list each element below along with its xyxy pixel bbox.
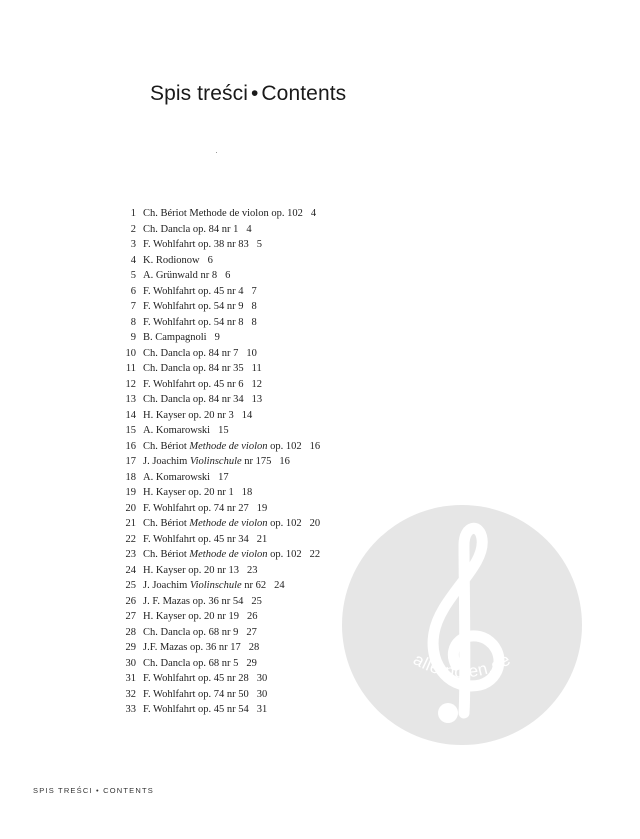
toc-entry-page: 14 [241, 409, 253, 421]
toc-entry-title: J. Joachim [143, 580, 190, 591]
toc-entry [118, 377, 320, 393]
toc-entry-number: 18 [125, 471, 136, 483]
toc-entry-title: Ch. Bériot Methode de violon op. 102 [143, 208, 303, 219]
toc-entry-page: 16 [309, 440, 321, 452]
toc-entry-number: 21 [125, 518, 136, 529]
toc-entry [118, 563, 320, 579]
toc-entry-page: 28 [248, 642, 260, 653]
toc-entry-number: 17 [125, 456, 136, 467]
toc-entry-page: 24 [274, 580, 285, 591]
toc-entry [118, 206, 320, 222]
toc-entry-title: Ch. Dancla op. 68 nr 9 [143, 626, 239, 638]
toc-entry-number: 15 [125, 425, 136, 436]
toc-entry-title-suffix: op. 102 [267, 549, 302, 560]
toc-entry [118, 408, 320, 424]
toc-entry-title: F. Wohlfahrt op. 54 nr 9 [143, 301, 244, 312]
toc-entry-title-suffix: op. 102 [267, 440, 302, 452]
toc-entry-page: 7 [251, 285, 257, 297]
title-polish: Spis treści [150, 82, 248, 106]
contents-list [118, 206, 320, 718]
toc-entry [118, 702, 320, 718]
toc-entry-title: F. Wohlfahrt op. 38 nr 83 [143, 239, 249, 250]
toc-entry-title-suffix: op. 102 [267, 518, 302, 529]
toc-entry-work-title: Methode de violon [189, 518, 268, 529]
toc-entry [118, 268, 320, 284]
title-separator: • [250, 82, 259, 106]
toc-entry-number: 16 [125, 440, 136, 452]
toc-entry-title: A. Grünwald nr 8 [143, 270, 218, 281]
toc-entry-page: 8 [251, 316, 257, 328]
toc-entry-title: J. F. Mazas op. 36 nr 54 [143, 595, 244, 607]
toc-entry-number: 9 [130, 332, 136, 343]
toc-entry [118, 315, 320, 331]
toc-entry [118, 516, 320, 532]
toc-entry-page: 22 [309, 549, 321, 560]
toc-entry-title: Ch. Dancla op. 84 nr 1 [143, 223, 239, 235]
page-title [150, 82, 346, 106]
toc-entry-number: 25 [125, 580, 136, 591]
toc-entry-title: Ch. Dancla op. 68 nr 5 [143, 657, 239, 669]
toc-entry [118, 253, 320, 269]
toc-entry-page: 5 [256, 239, 262, 250]
toc-entry-number: 4 [130, 254, 136, 266]
toc-entry-title: F. Wohlfahrt op. 45 nr 54 [143, 704, 249, 715]
toc-entry [118, 284, 320, 300]
toc-entry [118, 392, 320, 408]
toc-entry [118, 485, 320, 501]
toc-entry [118, 671, 320, 687]
watermark-logo [342, 505, 582, 745]
toc-entry-title: F. Wohlfahrt op. 74 nr 27 [143, 502, 249, 514]
page-footer: SPIS TREŚCI • CONTENTS [33, 786, 154, 795]
toc-entry-number: 20 [125, 502, 136, 514]
toc-entry-title: H. Kayser op. 20 nr 19 [143, 611, 239, 622]
toc-entry [118, 470, 320, 486]
toc-entry-number: 14 [125, 409, 136, 421]
toc-entry [118, 299, 320, 315]
toc-entry-number: 19 [125, 487, 136, 498]
toc-entry-page: 26 [246, 611, 258, 622]
toc-entry [118, 501, 320, 517]
toc-entry-page: 4 [310, 208, 317, 219]
watermark-text: alle-noten.de [410, 649, 514, 682]
toc-entry-page: 9 [214, 332, 220, 343]
toc-entry-number: 3 [130, 239, 136, 250]
toc-entry-number: 26 [125, 595, 136, 607]
toc-entry [118, 625, 320, 641]
toc-entry [118, 609, 320, 625]
toc-entry-page: 30 [256, 673, 268, 684]
toc-entry-number: 1 [130, 208, 136, 219]
toc-entry [118, 237, 320, 253]
toc-entry-title: B. Campagnoli [143, 332, 207, 343]
toc-entry-page: 21 [256, 533, 268, 545]
toc-entry-number: 5 [130, 270, 136, 281]
toc-entry-page: 10 [246, 347, 257, 359]
toc-entry-number: 11 [125, 363, 136, 374]
toc-entry-page: 16 [279, 456, 290, 467]
toc-entry-title: F. Wohlfahrt op. 45 nr 6 [143, 378, 244, 390]
toc-entry-title: Ch. Bériot [143, 518, 190, 529]
toc-entry-work-title: Methode de violon [189, 440, 268, 452]
toc-entry-title: H. Kayser op. 20 nr 3 [143, 409, 234, 421]
toc-entry-page: 23 [246, 564, 258, 576]
toc-entry-number: 24 [125, 564, 136, 576]
toc-entry-number: 29 [125, 642, 136, 653]
toc-entry-page: 19 [256, 502, 268, 514]
toc-entry-page: 18 [241, 487, 253, 498]
toc-entry-number: 12 [125, 378, 136, 390]
toc-entry-work-title: Methode de violon [189, 549, 268, 560]
toc-entry-title: F. Wohlfahrt op. 54 nr 8 [143, 316, 244, 328]
toc-entry-title: Ch. Bériot [143, 549, 190, 560]
toc-entry-title: Ch. Dancla op. 84 nr 7 [143, 347, 239, 359]
toc-entry-number: 30 [125, 657, 136, 669]
toc-entry-title: F. Wohlfahrt op. 74 nr 50 [143, 688, 249, 700]
toc-entry-work-title: Violinschule [189, 580, 242, 591]
toc-entry [118, 346, 320, 362]
toc-entry-number: 6 [130, 285, 136, 297]
toc-entry-title: Ch. Bériot [143, 440, 190, 452]
toc-entry-number: 31 [125, 673, 136, 684]
toc-entry-number: 23 [125, 549, 136, 560]
toc-entry [118, 578, 320, 594]
toc-entry-number: 13 [125, 394, 136, 405]
toc-entry [118, 594, 320, 610]
toc-entry-title: F. Wohlfahrt op. 45 nr 34 [143, 533, 249, 545]
toc-entry-title: J. Joachim [143, 456, 190, 467]
toc-entry-page: 6 [207, 254, 213, 266]
toc-entry-page: 27 [246, 626, 257, 638]
toc-entry-page: 8 [251, 301, 257, 312]
toc-entry-title: A. Komarowski [143, 425, 211, 436]
toc-entry-title: H. Kayser op. 20 nr 1 [143, 487, 234, 498]
toc-entry-title-suffix: nr 62 [241, 580, 267, 591]
toc-entry-number: 27 [125, 611, 136, 622]
toc-entry-page: 31 [256, 704, 268, 715]
toc-entry [118, 423, 320, 439]
scan-speck [216, 152, 217, 153]
toc-entry-number: 2 [130, 223, 136, 235]
toc-entry [118, 640, 320, 656]
toc-entry-page: 17 [218, 471, 229, 483]
toc-entry-page: 4 [246, 223, 252, 235]
toc-entry-title: H. Kayser op. 20 nr 13 [143, 564, 239, 576]
toc-entry [118, 547, 320, 563]
toc-entry [118, 656, 320, 672]
toc-entry-title: J.F. Mazas op. 36 nr 17 [143, 642, 241, 653]
toc-entry [118, 532, 320, 548]
toc-entry [118, 222, 320, 238]
toc-entry-page: 20 [309, 518, 321, 529]
toc-entry-page: 11 [251, 363, 262, 374]
toc-entry [118, 330, 320, 346]
toc-entry-title: A. Komarowski [143, 471, 211, 483]
toc-entry-page: 15 [218, 425, 229, 436]
toc-entry-page: 13 [251, 394, 263, 405]
toc-entry-title: F. Wohlfahrt op. 45 nr 28 [143, 673, 249, 684]
toc-entry-page: 6 [225, 270, 231, 281]
toc-entry-page: 30 [256, 688, 268, 700]
toc-entry-number: 32 [125, 688, 136, 700]
toc-entry-number: 22 [125, 533, 136, 545]
toc-entry-title: Ch. Dancla op. 84 nr 34 [143, 394, 244, 405]
toc-entry-page: 12 [251, 378, 262, 390]
toc-entry-number: 33 [125, 704, 136, 715]
toc-entry-page: 29 [246, 657, 257, 669]
toc-entry-title: K. Rodionow [143, 254, 200, 266]
toc-entry-work-title: Violinschule [189, 456, 242, 467]
toc-entry-title: Ch. Dancla op. 84 nr 35 [143, 363, 244, 374]
toc-entry-number: 28 [125, 626, 136, 638]
toc-entry-page: 25 [251, 595, 262, 607]
toc-entry [118, 439, 320, 455]
toc-entry-number: 8 [130, 316, 136, 328]
toc-entry [118, 687, 320, 703]
toc-entry [118, 454, 320, 470]
toc-entry-title: F. Wohlfahrt op. 45 nr 4 [143, 285, 244, 297]
toc-entry-number: 7 [130, 301, 136, 312]
toc-entry-number: 10 [125, 347, 136, 359]
toc-entry-title-suffix: nr 175 [241, 456, 272, 467]
title-english: Contents [261, 82, 347, 106]
toc-entry [118, 361, 320, 377]
